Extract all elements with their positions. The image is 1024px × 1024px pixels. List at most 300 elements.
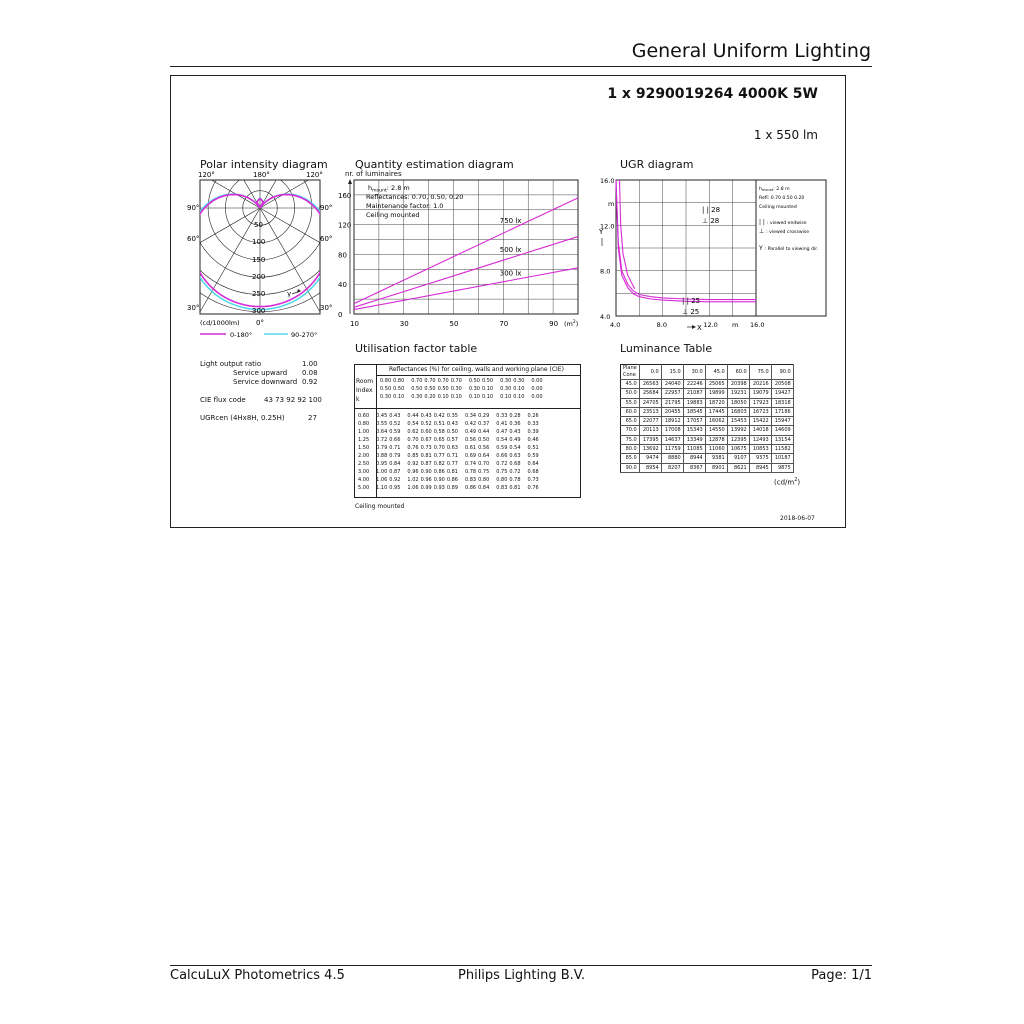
luminance-table xyxy=(620,364,794,473)
utilisation-cell: 0.45 xyxy=(376,413,388,419)
reflectance-cell: 0.30 xyxy=(380,394,392,400)
utilisation-row xyxy=(357,452,540,460)
utilisation-cell: 0.43 xyxy=(420,413,432,419)
luminance-cell: 20398 xyxy=(727,380,749,389)
reflectance-cell: 0.70 xyxy=(411,378,423,384)
luminance-cell: 9375 xyxy=(749,454,771,463)
quantity-xtick: 90 xyxy=(549,320,559,328)
utilisation-cell: 0.37 xyxy=(478,421,490,427)
luminance-cell: 22957 xyxy=(661,389,683,398)
luminance-cell: 14637 xyxy=(661,435,683,444)
luminance-cell: 14018 xyxy=(749,426,771,435)
luminance-cell: 18318 xyxy=(771,398,793,407)
luminance-title: Luminance Table xyxy=(620,342,713,355)
luminance-cell: 17445 xyxy=(705,407,727,416)
luminance-row xyxy=(621,445,794,454)
utilisation-cell: 0.89 xyxy=(446,485,458,491)
luminance-cell: 18050 xyxy=(727,398,749,407)
luminance-cone-cell: 55.0 xyxy=(621,398,640,407)
room-index-cell: 2.00 xyxy=(358,453,370,459)
utilisation-cell: 0.50 xyxy=(478,437,490,443)
reflectance-cell: 0.10 xyxy=(481,386,494,392)
utilisation-cell: 0.61 xyxy=(464,445,477,451)
utilisation-cell: 0.59 xyxy=(389,429,401,435)
luminance-cell: 14550 xyxy=(705,426,727,435)
luminance-unit: $(cd/m^2)$ xyxy=(774,477,801,487)
info-ugr-label: UGRcen (4Hx8H, 0.25H) xyxy=(200,414,285,422)
gamma-arrowhead xyxy=(297,289,301,293)
utilisation-cell: 0.28 xyxy=(509,413,521,419)
utilisation-cell: 0.70 xyxy=(478,461,490,467)
luminance-header-row xyxy=(621,365,794,380)
utilisation-cell: 1.10 xyxy=(376,485,388,491)
ugr-mark-crosswise-25: ⊥ 25 xyxy=(682,308,700,316)
utilisation-cell: 0.90 xyxy=(420,469,432,475)
utilisation-factor-rows xyxy=(357,412,540,492)
reflectance-cell: 0.00 xyxy=(531,386,543,392)
utilisation-cell: 0.95 xyxy=(376,461,388,467)
luminance-cell: 10675 xyxy=(727,445,749,454)
utilisation-cell: 0.68 xyxy=(527,469,539,475)
utilisation-cell: 0.77 xyxy=(446,461,458,467)
utilisation-row xyxy=(357,428,540,436)
quantity-chart xyxy=(338,178,586,332)
quantity-series-line xyxy=(354,268,578,310)
luminance-cell: 20113 xyxy=(639,426,661,435)
reflectance-cell: 0.10 xyxy=(450,394,462,400)
utilisation-cell: 0.87 xyxy=(389,469,401,475)
utilisation-cell: 0.93 xyxy=(433,485,445,491)
luminance-cell: 15343 xyxy=(683,426,705,435)
luminance-cell: 10187 xyxy=(771,454,793,463)
ugr-legend-h: $h_{mount}$: 2.8 m xyxy=(759,187,790,192)
polar-ring-150: 150 xyxy=(252,256,266,264)
utilisation-cell: 0.68 xyxy=(509,461,521,467)
utilisation-cell: 0.59 xyxy=(496,445,508,451)
utilisation-cell: 0.73 xyxy=(420,445,432,451)
ugr-xtick: 8.0 xyxy=(656,321,668,329)
info-lor-label: Light output ratio xyxy=(200,360,262,368)
reflectance-cell: 0.10 xyxy=(513,386,525,392)
quantity-xtick: 30 xyxy=(399,320,409,328)
luminance-cell: 13692 xyxy=(639,445,661,454)
utilisation-cell: 0.86 xyxy=(433,469,445,475)
utilisation-cell: 0.84 xyxy=(389,461,401,467)
luminance-cell: 16803 xyxy=(727,407,749,416)
ugr-ytick: 8.0 xyxy=(600,267,611,276)
utilisation-cell: 0.62 xyxy=(407,429,419,435)
luminance-header-cell: 75.0 xyxy=(749,365,771,380)
quantity-title: Quantity estimation diagram xyxy=(355,158,514,171)
luminance-cell: 14609 xyxy=(771,426,793,435)
polar-label-l60: 60° xyxy=(187,235,200,243)
utilisation-cell: 0.54 xyxy=(509,445,521,451)
utilisation-cell: 1.06 xyxy=(376,477,388,483)
luminance-cell: 24040 xyxy=(661,380,683,389)
luminance-cone-cell: 65.0 xyxy=(621,417,640,426)
luminance-cell: 20455 xyxy=(661,407,683,416)
utilisation-row xyxy=(357,484,540,492)
reflectance-cell: 0.10 xyxy=(481,394,494,400)
utilisation-cell: 0.76 xyxy=(527,485,539,491)
luminance-cell: 24705 xyxy=(639,398,661,407)
luminance-row xyxy=(621,463,794,472)
ugr-ytick: 12.0 xyxy=(600,222,615,231)
polar-label-tr: 120° xyxy=(306,171,323,179)
utilisation-cell: 0.88 xyxy=(376,453,388,459)
utilisation-cell: 0.87 xyxy=(420,461,432,467)
utilisation-cell: 0.60 xyxy=(420,429,432,435)
luminance-cell: 9875 xyxy=(771,463,793,472)
polar-label-l90: 90° xyxy=(187,204,200,212)
luminance-cell: 21087 xyxy=(683,389,705,398)
utilisation-cell: 0.33 xyxy=(496,413,508,419)
utilisation-cell: 0.66 xyxy=(496,453,508,459)
reflectance-cell: 0.80 xyxy=(393,378,405,384)
utilisation-cell: 0.66 xyxy=(389,437,401,443)
utilisation-cell: 0.39 xyxy=(527,429,539,435)
polar-title: Polar intensity diagram xyxy=(200,158,328,171)
quantity-xtick: 10 xyxy=(350,320,359,328)
ugr-mark-crosswise-28: ⊥ 28 xyxy=(702,217,720,225)
room-index-cell: 2.50 xyxy=(358,461,370,467)
utilisation-cell: 0.43 xyxy=(446,421,458,427)
utilisation-cell: 0.64 xyxy=(478,453,490,459)
utilisation-cell: 0.55 xyxy=(376,421,388,427)
utilisation-cell: 0.80 xyxy=(496,477,508,483)
luminance-row xyxy=(621,435,794,444)
polar-label-r90: 90° xyxy=(320,204,333,212)
luminance-cell: 9474 xyxy=(639,454,661,463)
legend-label-0-180: 0-180° xyxy=(230,331,253,339)
luminance-cell: 12395 xyxy=(727,435,749,444)
ugr-legend-refl: Refl: 0.70 0.50 0.20 xyxy=(759,196,805,201)
utilisation-cell: 0.43 xyxy=(389,413,401,419)
luminance-cell: 8945 xyxy=(749,463,771,472)
quantity-note-refl: Reflectances: 0.70, 0.50, 0.20 xyxy=(366,193,464,201)
utilisation-cell: 0.79 xyxy=(389,453,401,459)
polar-label-tl: 120° xyxy=(198,171,215,179)
luminance-cell: 23513 xyxy=(639,407,661,416)
room-index-cell: 1.25 xyxy=(358,437,370,443)
utilisation-cell: 0.54 xyxy=(496,437,508,443)
utilisation-cell: 0.51 xyxy=(527,445,539,451)
room-index-cell: 1.50 xyxy=(358,445,370,451)
room-index-cell: 4.00 xyxy=(358,477,370,483)
reflectance-cell: 0.30 xyxy=(500,378,512,384)
luminance-cell: 19079 xyxy=(749,389,771,398)
polar-ring-50: 50 xyxy=(254,221,263,229)
luminance-cell: 22077 xyxy=(639,417,661,426)
luminance-cone-cell: 70.0 xyxy=(621,426,640,435)
luminance-row xyxy=(621,380,794,389)
luminance-cell: 12493 xyxy=(749,435,771,444)
ugr-ytick: 4.0 xyxy=(600,313,611,321)
luminance-cell: 19231 xyxy=(727,389,749,398)
utilisation-cell: 0.42 xyxy=(464,421,477,427)
reflectance-cell: 0.50 xyxy=(411,386,423,392)
utilisation-cell: 0.80 xyxy=(478,477,490,483)
utilisation-cell: 0.75 xyxy=(478,469,490,475)
quantity-xtick: 70 xyxy=(499,320,509,328)
luminance-cell: 18912 xyxy=(661,417,683,426)
info-lor-value: 1.00 xyxy=(302,360,318,368)
luminance-row xyxy=(621,417,794,426)
luminance-cell: 25684 xyxy=(639,389,661,398)
polar-gamma-label: γ xyxy=(287,290,292,298)
utilisation-cell: 0.64 xyxy=(376,429,388,435)
quantity-ytick: 160 xyxy=(338,191,352,200)
reflectance-cell: 0.30 xyxy=(500,386,512,392)
luminance-row xyxy=(621,407,794,416)
utilisation-cell: 1.06 xyxy=(407,485,419,491)
polar-ring-200: 200 xyxy=(252,273,266,281)
page-title: General Uniform Lighting xyxy=(631,40,871,62)
luminance-cell: 16723 xyxy=(749,407,771,416)
footer-rule xyxy=(170,965,872,966)
luminance-cell: 8207 xyxy=(661,463,683,472)
luminance-cell: 22246 xyxy=(683,380,705,389)
luminance-cell: 9107 xyxy=(727,454,749,463)
product-name: 1 x 9290019264 4000K 5W xyxy=(607,86,818,102)
luminance-cell: 8621 xyxy=(727,463,749,472)
quantity-ytick: 80 xyxy=(338,251,347,260)
utilisation-row xyxy=(357,460,540,468)
luminance-cell: 19899 xyxy=(705,389,727,398)
reflectance-cell: 0.00 xyxy=(531,394,543,400)
ugr-legend-crosswise: ⊥ : viewed crosswise xyxy=(759,228,810,235)
luminaire-flux: 1 x 550 lm xyxy=(753,128,818,142)
reflectance-cell: 0.10 xyxy=(468,394,480,400)
luminance-cone-cell: 85.0 xyxy=(621,454,640,463)
reflectance-cell: 0.70 xyxy=(424,378,436,384)
utilisation-cell: 0.70 xyxy=(433,445,445,451)
reflectance-cell: 0.70 xyxy=(450,378,462,384)
utilisation-cell: 0.84 xyxy=(478,485,490,491)
luminance-cell: 17008 xyxy=(661,426,683,435)
luminance-header-cell: 90.0 xyxy=(771,365,793,380)
quantity-ytick: 40 xyxy=(338,281,347,290)
utilisation-row xyxy=(357,436,540,444)
quantity-ytick: 120 xyxy=(338,221,352,230)
info-downward-label: Service downward xyxy=(233,378,298,386)
polar-ring-250: 250 xyxy=(252,290,266,298)
luminance-cell: 15422 xyxy=(749,417,771,426)
luminance-header-cell: 0.0 xyxy=(639,365,661,380)
reflectance-cell: 0.50 xyxy=(481,378,494,384)
luminance-cone-cell: 45.0 xyxy=(621,380,640,389)
reflectance-cell: 0.70 xyxy=(437,378,449,384)
luminance-cone-cell: 90.0 xyxy=(621,463,640,472)
luminance-corner-cell: Plane Cone xyxy=(621,365,640,380)
utilisation-cell: 0.81 xyxy=(446,469,458,475)
luminance-cell: 16062 xyxy=(705,417,727,426)
luminance-cell: 13992 xyxy=(727,426,749,435)
luminance-cell: 11060 xyxy=(705,445,727,454)
reflectance-cell: 0.30 xyxy=(468,386,480,392)
utilisation-cell: 0.56 xyxy=(478,445,490,451)
utilisation-cell: 0.76 xyxy=(407,445,419,451)
ugr-mark-endwise-28: | | 28 xyxy=(702,206,721,214)
utilisation-cell: 0.96 xyxy=(407,469,419,475)
utilisation-cell: 0.54 xyxy=(407,421,419,427)
utilisation-cell: 0.72 xyxy=(376,437,388,443)
luminance-cell: 26563 xyxy=(639,380,661,389)
luminance-cell: 17186 xyxy=(771,407,793,416)
utilisation-row xyxy=(357,412,540,420)
utilisation-footer: Ceiling mounted xyxy=(355,503,405,510)
utilisation-cell: 0.99 xyxy=(420,485,432,491)
quantity-series-label: 750 lx xyxy=(499,217,522,226)
utilisation-cell: 0.52 xyxy=(420,421,432,427)
utilisation-cell: 0.85 xyxy=(407,453,419,459)
reflectance-cell: 0.30 xyxy=(450,386,462,392)
reflectance-cell: 0.50 xyxy=(468,378,480,384)
quantity-series-label: 500 lx xyxy=(499,246,522,255)
utilisation-cell: 0.72 xyxy=(496,461,508,467)
polar-unit: (cd/1000lm) xyxy=(200,319,240,327)
ugr-chart xyxy=(598,172,832,334)
polar-zero-label: 0° xyxy=(256,319,264,327)
ugr-xtick: 4.0 xyxy=(610,321,621,329)
luminance-cell: 13154 xyxy=(771,435,793,444)
utilisation-cell: 0.49 xyxy=(509,437,521,443)
luminance-cell: 21795 xyxy=(661,398,683,407)
info-cie-value: 43 73 92 92 100 xyxy=(264,396,322,404)
utilisation-cell: 0.63 xyxy=(509,453,521,459)
utilisation-cell: 0.56 xyxy=(464,437,477,443)
quantity-note-h: $h_{mount}$: 2.8 m xyxy=(368,184,410,194)
luminance-cell: 18720 xyxy=(705,398,727,407)
room-index-cell: 3.00 xyxy=(358,469,370,475)
utilisation-cell: 0.71 xyxy=(389,445,401,451)
ugr-x-unit: m xyxy=(732,321,739,329)
luminance-row xyxy=(621,426,794,435)
utilisation-cell: 0.86 xyxy=(446,477,458,483)
utilisation-cell: 0.74 xyxy=(464,461,477,467)
utilisation-cell: 0.58 xyxy=(433,429,445,435)
utilisation-cell: 0.70 xyxy=(407,437,419,443)
quantity-ytick: 0 xyxy=(338,311,343,319)
utilisation-cell: 0.65 xyxy=(433,437,445,443)
room-index-cell: 0.80 xyxy=(358,421,370,427)
luminance-cell: 8901 xyxy=(705,463,727,472)
room-index-cell: 1.00 xyxy=(358,429,370,435)
utilisation-cell: 0.67 xyxy=(420,437,432,443)
reflectance-row xyxy=(379,385,544,393)
luminance-row xyxy=(621,389,794,398)
reflectance-cell: 0.20 xyxy=(424,394,436,400)
luminance-cell: 12878 xyxy=(705,435,727,444)
utilisation-cell: 0.69 xyxy=(464,453,477,459)
luminance-cone-cell: 50.0 xyxy=(621,389,640,398)
reflectance-cell: 0.30 xyxy=(513,378,525,384)
utilisation-cell: 0.63 xyxy=(446,445,458,451)
luminance-cell: 9381 xyxy=(705,454,727,463)
luminance-cell: 10853 xyxy=(749,445,771,454)
luminance-cell: 17057 xyxy=(683,417,705,426)
utilisation-title: Utilisation factor table xyxy=(355,342,478,355)
luminance-cell: 8944 xyxy=(683,454,705,463)
utilisation-cell: 0.29 xyxy=(478,413,490,419)
utilisation-cell: 0.57 xyxy=(446,437,458,443)
luminance-cell: 17923 xyxy=(749,398,771,407)
luminance-cone-cell: 75.0 xyxy=(621,435,640,444)
utilisation-cell: 1.02 xyxy=(407,477,419,483)
utilisation-cell: 0.49 xyxy=(464,429,477,435)
utilisation-cell: 0.46 xyxy=(527,437,539,443)
quantity-yaxis-arrow xyxy=(348,179,352,184)
polar-diagram xyxy=(186,168,336,340)
luminance-cell: 11582 xyxy=(771,445,793,454)
utilisation-cell: 0.51 xyxy=(433,421,445,427)
luminance-cell: 19883 xyxy=(683,398,705,407)
utilisation-cell: 0.86 xyxy=(464,485,477,491)
info-downward-value: 0.92 xyxy=(302,378,318,386)
ugr-legend-parallel: Y : Parallel to viewing dir. xyxy=(759,245,819,252)
reflectance-cell: 0.50 xyxy=(424,386,436,392)
utilisation-cell: 0.42 xyxy=(433,413,445,419)
utilisation-cell: 0.47 xyxy=(496,429,508,435)
luminance-cell: 11759 xyxy=(661,445,683,454)
ugr-mark-endwise-25: | | 25 xyxy=(682,297,701,305)
utilisation-table xyxy=(354,364,581,498)
luminance-header-cell: 60.0 xyxy=(727,365,749,380)
utilisation-row xyxy=(357,444,540,452)
luminance-cell: 13349 xyxy=(683,435,705,444)
utilisation-cell: 0.44 xyxy=(478,429,490,435)
info-cie-label: CIE flux code xyxy=(200,396,246,404)
reflectance-cell: 0.10 xyxy=(500,394,512,400)
utilisation-row xyxy=(357,468,540,476)
reflectance-cell: 0.10 xyxy=(513,394,525,400)
luminance-cone-cell: 80.0 xyxy=(621,445,640,454)
utilisation-cell: 0.81 xyxy=(509,485,521,491)
footer-page: Page: 1/1 xyxy=(811,968,872,983)
luminance-row xyxy=(621,454,794,463)
utilisation-cell: 0.64 xyxy=(527,461,539,467)
utilisation-cell: 0.35 xyxy=(446,413,458,419)
ugr-y-axis-label: Y xyxy=(599,228,604,236)
polar-label-r30: 30° xyxy=(320,304,333,312)
polar-ring-300: 300 xyxy=(252,307,266,315)
utilisation-cell: 0.82 xyxy=(433,461,445,467)
reflectance-cell: 0.50 xyxy=(380,386,392,392)
quantity-xunit: $(m^2)$ xyxy=(564,320,579,328)
ugr-legend-mount: Ceiling mounted xyxy=(759,205,797,210)
ugr-y-unit: m xyxy=(608,200,615,208)
utilisation-cell: 0.95 xyxy=(389,485,401,491)
luminance-cell: 17395 xyxy=(639,435,661,444)
utilisation-row xyxy=(357,476,540,484)
luminance-header-cell: 30.0 xyxy=(683,365,705,380)
luminance-cell: 20216 xyxy=(749,380,771,389)
luminance-cell: 8367 xyxy=(683,463,705,472)
quantity-series-line xyxy=(354,237,578,308)
utilisation-cell: 0.52 xyxy=(389,421,401,427)
utilisation-cell: 0.78 xyxy=(464,469,477,475)
ugr-xtick: 12.0 xyxy=(703,321,718,329)
reflectance-cell: 0.10 xyxy=(393,394,405,400)
utilisation-cell: 0.73 xyxy=(527,477,539,483)
quantity-xtick: 50 xyxy=(449,320,459,328)
reflectance-row xyxy=(379,377,544,385)
luminance-cell: 8880 xyxy=(661,454,683,463)
luminance-row xyxy=(621,398,794,407)
reflectance-cell: 0.50 xyxy=(437,386,449,392)
utilisation-cell: 1.00 xyxy=(376,469,388,475)
ugr-title: UGR diagram xyxy=(620,158,694,171)
